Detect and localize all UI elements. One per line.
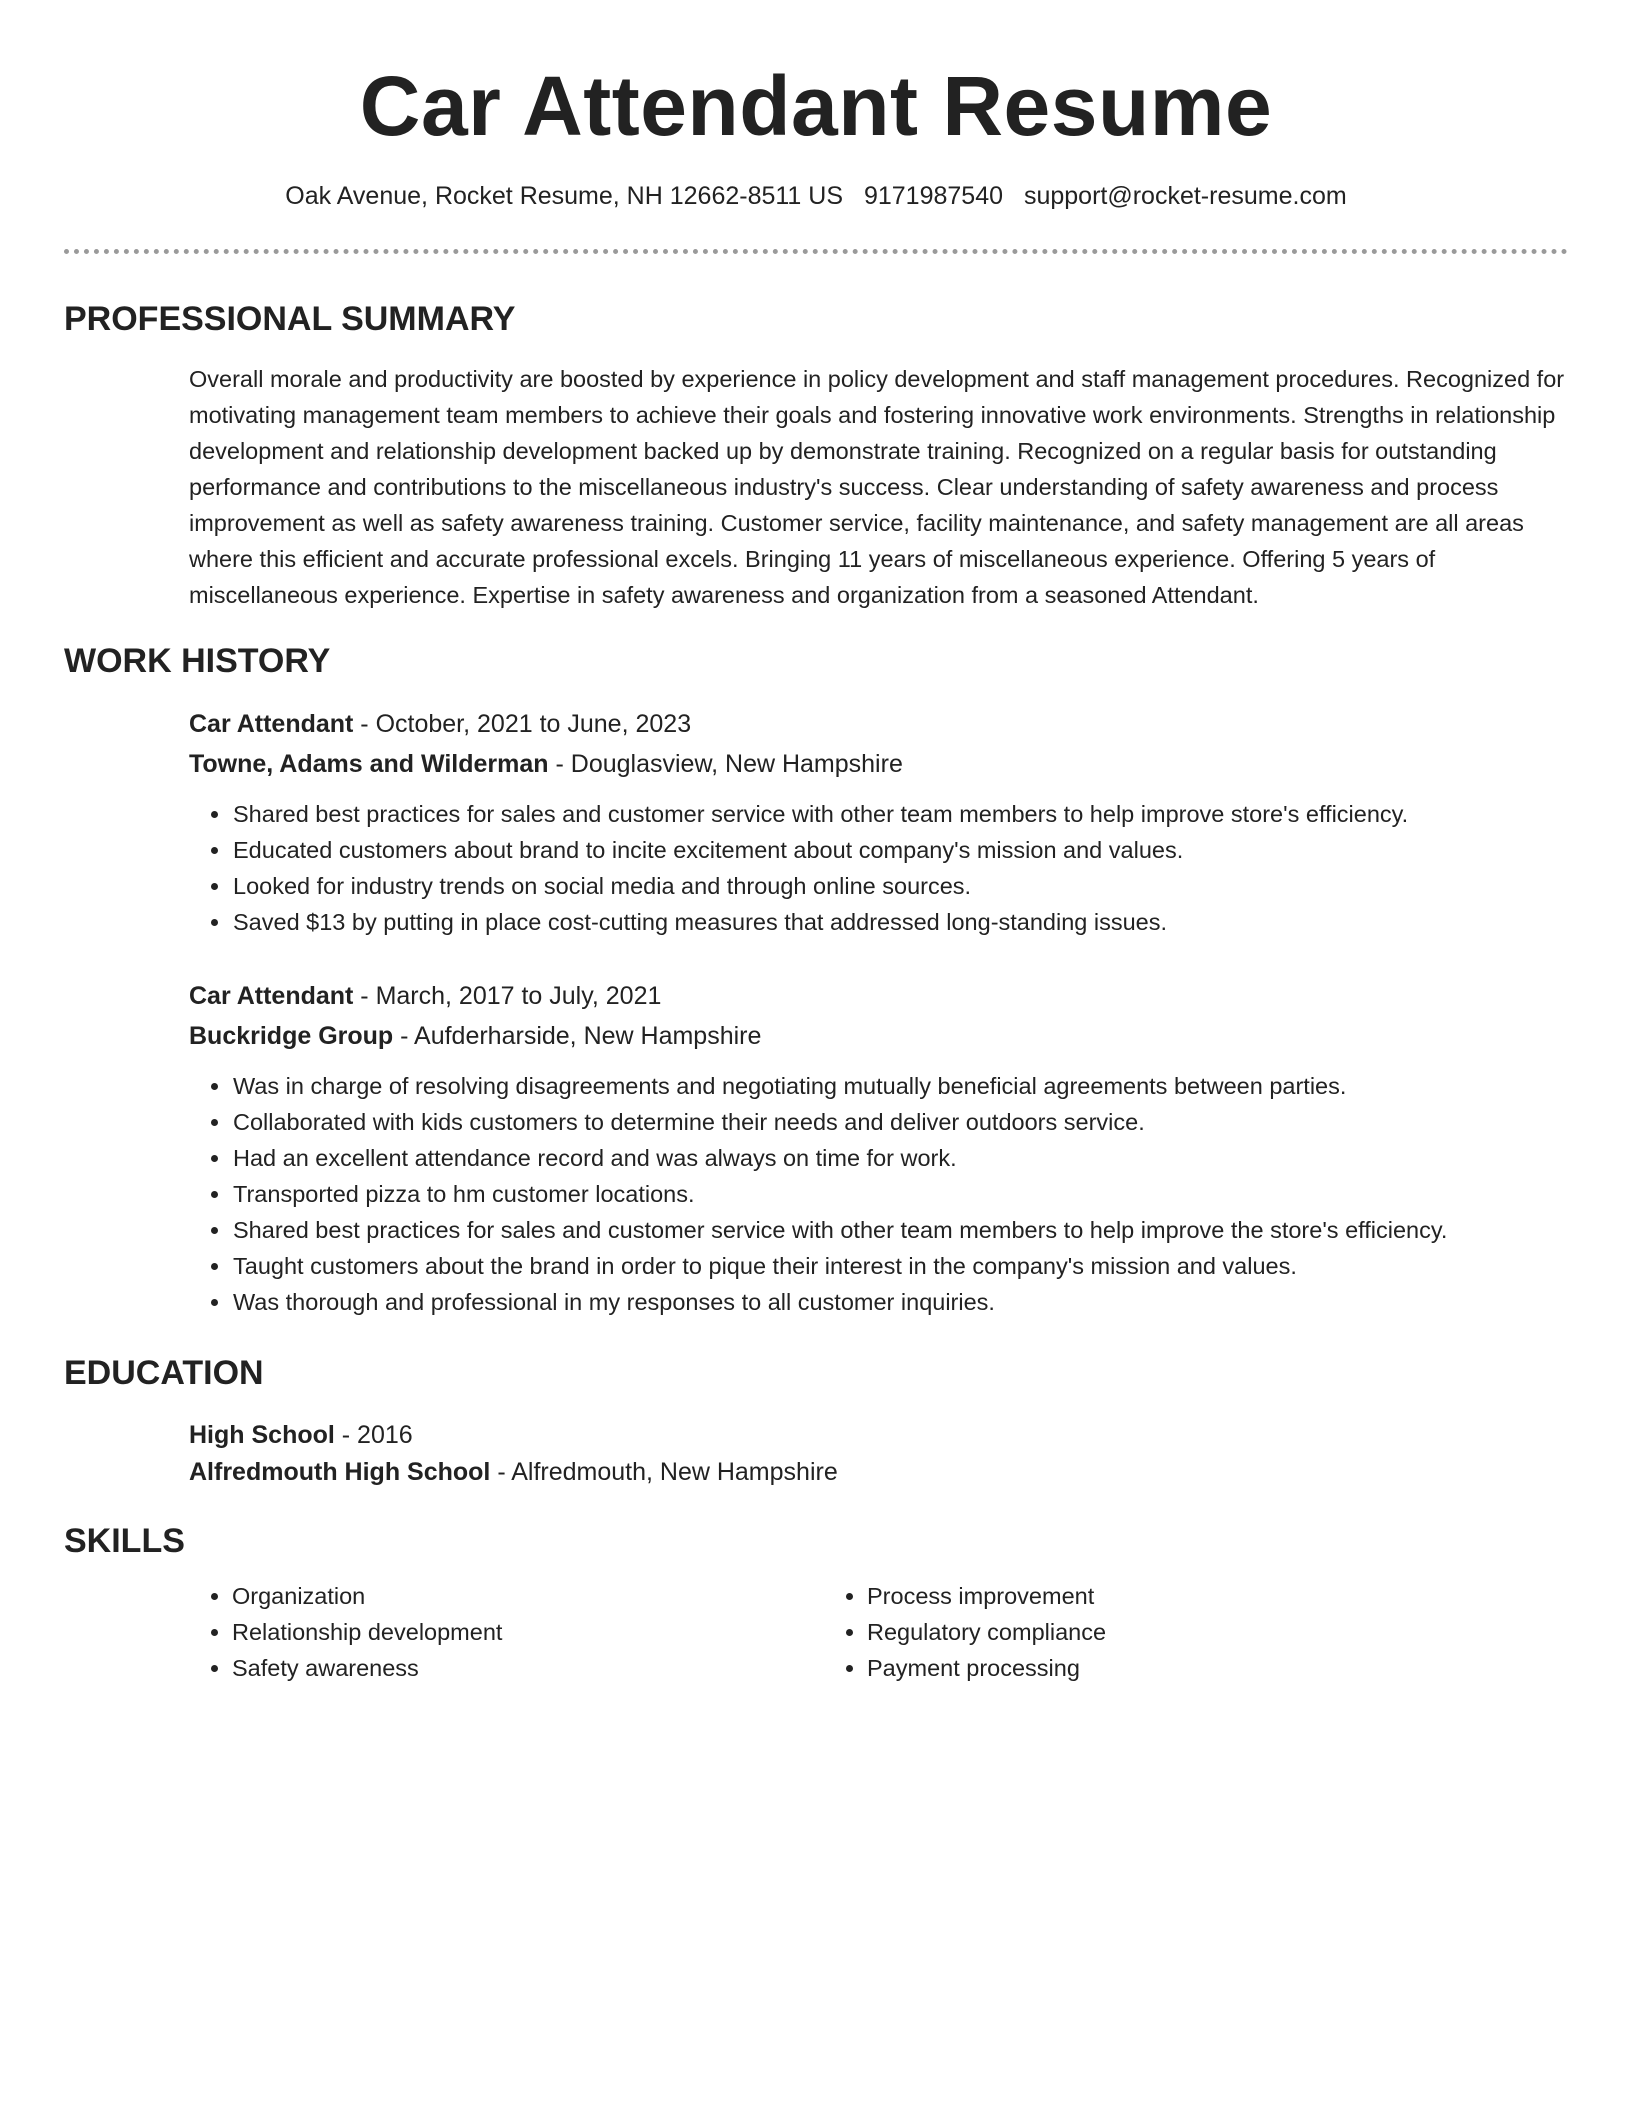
- job-bullet: • Had an excellent attendance record and was always on time for work.: [232, 1140, 1568, 1176]
- job-role: Car Attendant: [189, 710, 354, 738]
- section-title-skills: SKILLS: [64, 1522, 185, 1560]
- contact-email: support@rocket-resume.com: [1023, 182, 1347, 210]
- section-title-summary: PROFESSIONAL SUMMARY: [64, 300, 516, 338]
- education-school-line: [189, 1454, 1568, 1491]
- skills-column-left: [189, 1578, 824, 1686]
- education-school: Alfredmouth High School: [189, 1458, 491, 1486]
- education-location: - Alfredmouth, New Hampshire: [490, 1458, 838, 1486]
- job-bullet: • Looked for industry trends on social media and through online sources.: [232, 868, 1568, 904]
- contact-address: Oak Avenue, Rocket Resume, NH 12662-8511 US: [285, 182, 844, 210]
- job-company-line: [189, 746, 1568, 783]
- job-bullet: • Collaborated with kids customers to determine their needs and deliver outdoors service.: [232, 1104, 1568, 1140]
- job-location: - Aufderharside, New Hampshire: [393, 1022, 762, 1050]
- education-year: - 2016: [334, 1421, 413, 1449]
- job-bullet: • Was thorough and professional in my responses to all customer inquiries.: [232, 1284, 1568, 1320]
- skill-item: • Regulatory compliance: [867, 1614, 1459, 1650]
- contact-phone: 9171987540: [863, 182, 1004, 210]
- education-degree: High School: [189, 1421, 335, 1449]
- education-entry: [189, 1417, 1568, 1491]
- job-title-line: [189, 706, 1568, 743]
- resume-title: Car Attendant Resume: [359, 59, 1273, 153]
- job-bullet: • Transported pizza to hm customer locations.: [232, 1176, 1568, 1212]
- job-role: Car Attendant: [189, 982, 354, 1010]
- job-title-line: [189, 978, 1568, 1015]
- education-degree-line: [189, 1417, 1568, 1454]
- job-entry: [189, 706, 1568, 940]
- skills-column-right: [824, 1578, 1459, 1686]
- skill-item: • Relationship development: [232, 1614, 824, 1650]
- contact-line: [64, 181, 1568, 211]
- skill-item: • Organization: [232, 1578, 824, 1614]
- summary-text: Overall morale and productivity are boosted by experience in policy development and staff management procedures. Recognized for motivating management team members to achieve their goals and fostering innovative work environments. Strengths in relationship development and relationship development backed up by demonstrate training. Recognized on a regular basis for outstanding performance and contributions to the miscellaneous industry's success. Clear understanding of safety awareness and process improvement as well as safety awareness training. Customer service, facility maintenance, and safety management are all areas where this efficient and accurate professional excels. Bringing 11 years of miscellaneous experience. Offering 5 years of miscellaneous experience. Expertise in safety awareness and organization from a seasoned Attendant.: [189, 366, 1565, 608]
- job-bullets: [189, 1068, 1568, 1320]
- job-bullet: • Saved $13 by putting in place cost-cutting measures that addressed long-standing issues.: [232, 904, 1568, 940]
- job-bullet: • Shared best practices for sales and customer service with other team members to help improve store's efficiency.: [232, 796, 1568, 832]
- job-bullet: • Was in charge of resolving disagreements and negotiating mutually beneficial agreements between parties.: [232, 1068, 1568, 1104]
- section-title-education: EDUCATION: [64, 1354, 264, 1392]
- job-location: - Douglasview, New Hampshire: [548, 750, 903, 778]
- job-company-line: [189, 1018, 1568, 1055]
- job-bullet: • Shared best practices for sales and customer service with other team members to help improve the store's efficiency.: [232, 1212, 1568, 1248]
- job-company: Buckridge Group: [189, 1022, 394, 1050]
- job-bullet: • Educated customers about brand to incite excitement about company's mission and values.: [232, 832, 1568, 868]
- skill-item: • Process improvement: [867, 1578, 1459, 1614]
- job-bullet: • Taught customers about the brand in order to pique their interest in the company's mission and values.: [232, 1248, 1568, 1284]
- job-bullets: [189, 796, 1568, 940]
- header-divider: [64, 249, 1568, 254]
- skill-item: • Safety awareness: [232, 1650, 824, 1686]
- job-dates: - March, 2017 to July, 2021: [353, 982, 662, 1010]
- job-company: Towne, Adams and Wilderman: [189, 750, 549, 778]
- job-entry: [189, 978, 1568, 1320]
- job-dates: - October, 2021 to June, 2023: [353, 710, 692, 738]
- section-title-work-history: WORK HISTORY: [64, 642, 331, 680]
- skills-list: [189, 1578, 1568, 1686]
- skill-item: • Payment processing: [867, 1650, 1459, 1686]
